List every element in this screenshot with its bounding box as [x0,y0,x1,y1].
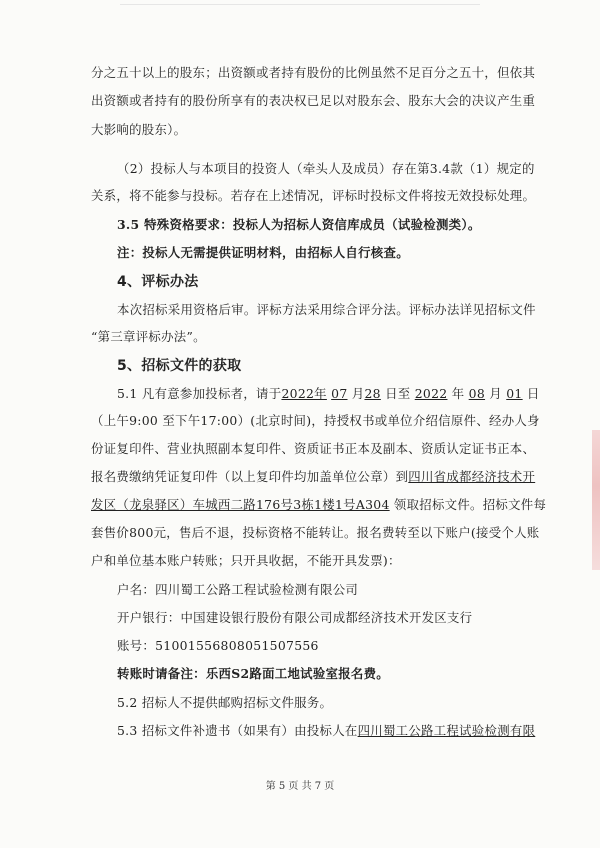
transfer-remark: 转账时请备注：乐西S2路面工地试验室报名费。 [117,666,389,681]
text-line: （2）投标人与本项目的投资人（牵头人及成员）存在第3.4款（1）规定的 [117,161,535,176]
account-number: 账号：51001556808051507556 [117,638,319,653]
text-line: “第三章评标办法”。 [91,329,206,344]
section-heading-5: 5、招标文件的获取 [117,358,242,374]
clause-5-1-line: 5.1 凡有意参加投标者，请于2022年 07 月28 日至 2022 年 08 月 01 日 [117,386,540,401]
special-qualification: 3.5 特殊资格要求：投标人为招标人资信库成员（试验检测类）。 [117,217,481,232]
clause-5-2: 5.2 招标人不提供邮购招标文件服务。 [117,695,333,710]
text-line: （上午9:00 至下午17:00）(北京时间)，持授权书或单位介绍信原件、经办人身 [91,413,540,428]
text-line: 大影响的股东）。 [91,122,187,137]
text-line: 分之五十以上的股东；出资额或者持有股份的比例虽然不足百分之五十，但依其 [91,65,536,80]
account-name: 户名：四川蜀工公路工程试验检测有限公司 [117,582,359,597]
text-line: 报名费缴纳凭证复印件（以上复印件均加盖单位公章）到四川省成都经济技术开 [91,469,536,484]
note-line: 注：投标人无需提供证明材料，由招标人自行核查。 [117,245,409,260]
clause-5-3: 5.3 招标文件补遗书（如果有）由投标人在四川蜀工公路工程试验检测有限 [117,723,536,738]
section-heading-4: 4、评标办法 [117,274,199,290]
page-footer: 第 5 页 共 7 页 [265,781,335,792]
text-line: 套售价800元，售后不退，投标资格不能转让。报名费转至以下账户(接受个人账 [91,525,540,540]
text-line: 户和单位基本账户转账；只开具收据，不能开具发票)： [91,553,401,568]
text-line: 发区（龙泉驿区）车城西二路176号3栋1楼1号A304 领取招标文件。招标文件每 [91,497,547,512]
top-rule [120,4,480,5]
text-line: 份证复印件、营业执照副本复印件、资质证书正本及副本、资质认定证书正本、 [91,441,536,456]
seal-stamp-edge [592,430,600,570]
text-line: 本次招标采用资格后审。评标方法采用综合评分法。评标办法详见招标文件 [117,302,536,317]
text-line: 关系，将不能参与投标。若存在上述情况，评标时投标文件将按无效投标处理。 [91,188,536,203]
account-bank: 开户银行：中国建设银行股份有限公司成都经济技术开发区支行 [117,610,473,625]
text-line: 出资额或者持有的股份所享有的表决权已足以对股东会、股东大会的决议产生重 [91,93,536,108]
